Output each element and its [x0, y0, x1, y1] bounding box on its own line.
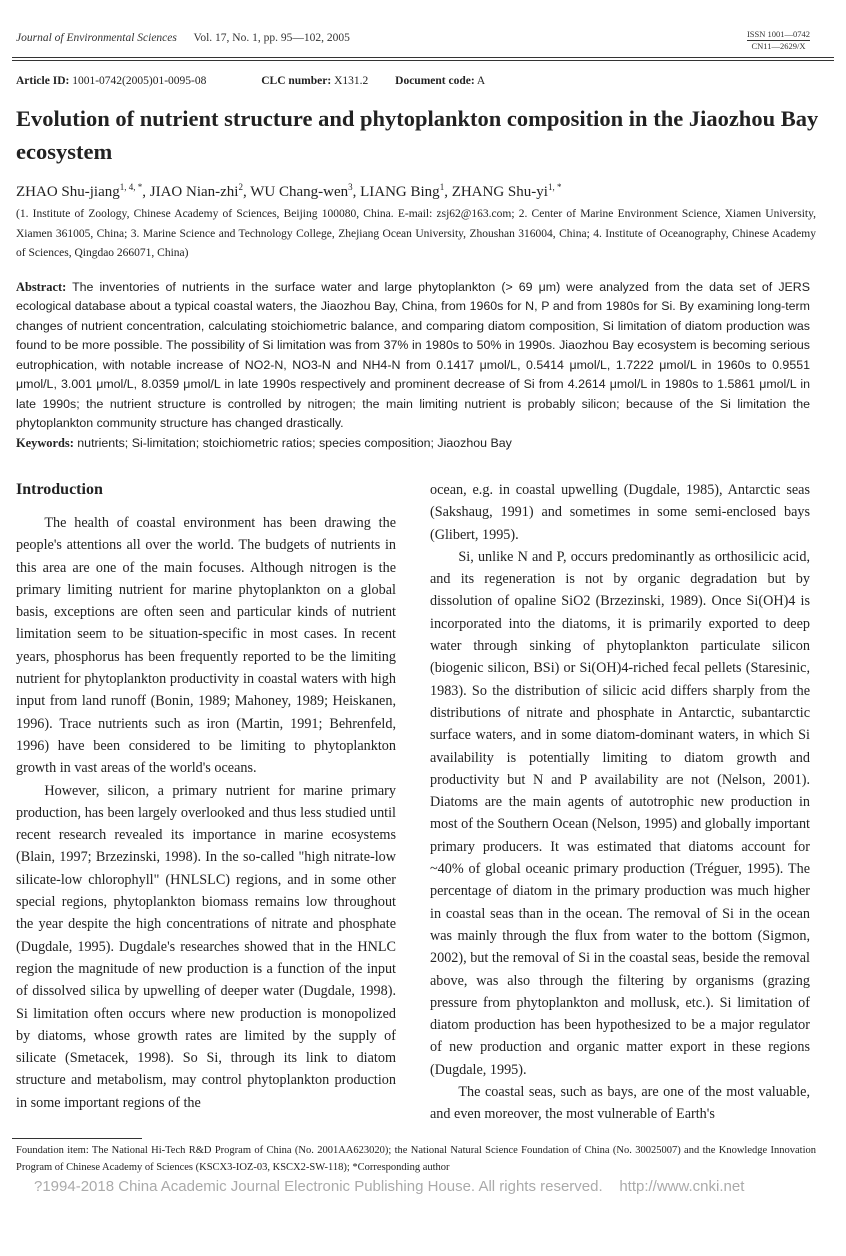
author: JIAO Nian-zhi$^2$	[149, 182, 243, 200]
abstract	[16, 278, 810, 434]
section-heading: Introduction	[16, 481, 103, 498]
issn-block	[747, 29, 810, 52]
author: ZHAO Shu-jiang$^{1, 4, *}$	[16, 182, 143, 200]
author: LIANG Bing$^1$	[360, 182, 445, 200]
keywords	[16, 434, 810, 454]
doc-code-label: Document code:	[395, 75, 475, 87]
paragraph: The coastal seas, such as bays, are one of the most valuable, and even moreover, the most vulnerable of Earth's	[430, 1084, 810, 1123]
cn-number: CN11—2629/X	[747, 40, 810, 52]
doc-code: A	[476, 75, 486, 87]
author-list: ZHAO Shu-jiang$^{1, 4, *}$, JIAO Nian-zhi$^2$, WU Chang-wen$^3$, LIANG Bing$^1$, ZHANG Shu-$yi^{1, *}$	[16, 182, 562, 200]
clc-number: X131.2	[334, 75, 369, 87]
body-columns	[16, 479, 810, 1126]
right-column	[430, 479, 810, 1126]
clc-label: CLC number:	[261, 75, 332, 87]
left-column	[16, 479, 396, 1126]
issn: ISSN 1001—0742	[746, 29, 810, 39]
page-header	[0, 0, 846, 62]
keywords-label: Keywords:	[16, 435, 74, 450]
abstract-label: Abstract:	[16, 279, 67, 294]
footnote-rule	[12, 1138, 142, 1139]
citation: Vol. 17, No. 1, pp. 95—102, 2005	[193, 32, 350, 44]
paragraph: However, silicon, a primary nutrient for marine primary production, has been largely overlooked and thus less studied until recent research revealed its importance in marine ecosystems (Blain, 1997; Brzezinski, 1998). In the so-called "high nitrate-low silicate-low chlorophyll" (HNLSLC) regions, and in some other special regions, phytoplankton biomass remains low throughout the year despite the high concentrations of nitrate and phosphate (Dugdale, 1995). Dugdale's researches showed that in the HNLC region the magnitude of new production is a function of the input of dissolved silica by upwelling of deeper water (Dugdale, 1998). Si limitation often occurs where new production is monopolized by diatoms, whose growth rates are limited by the supply of silicate (Smetacek, 1998). So Si, through its link to diatom structure and metabolism, may control phytoplankton production in some important regions of the	[16, 782, 396, 1111]
running-head	[16, 32, 350, 44]
author: WU Chang-wen$^3$	[250, 182, 353, 200]
affiliations: (1. Institute of Zoology, Chinese Academy of Sciences, Beijing 100080, China. E-mail: zsj62@163.com; 2. Center of Marine Environment Science, Xiamen University, Xiamen 361005, China; 3. Marine Science and Technology College, Zhejiang Ocean University, Zhoushan 316004, China; 4. Institute of Oceanography, Chinese Academy of Sciences, Qingdao 266071, China)	[16, 208, 816, 259]
keywords-text: nutrients; Si-limitation; stoichiometric ratios; species composition; Jiaozhou Bay	[77, 435, 512, 450]
article-id: 1001-0742(2005)01-0095-08	[72, 75, 207, 87]
journal-name: Journal of Environmental Sciences	[16, 32, 177, 44]
copyright-watermark: ?1994-2018 China Academic Journal Electronic Publishing House. All rights reserved. http://www.cnki.net	[34, 1177, 745, 1195]
paragraph: Si, unlike N and P, occurs predominantly as orthosilicic acid, and its regeneration is not by organic degradation but by dissolution of opaline SiO2 (Brzezinski, 1989). Once Si(OH)4 is incorporated into the diatoms, it is primarily exported to deep water through sinking of phytoplankton particulate silicon (biogenic silicon, BSi) or Si(OH)4-riched fecal pellets (Staresinic, 1983). So the distribution of silicic acid differs sharply from the distributions of nitrate and phosphate in Antarctic, subantarctic surface waters, and in some diatom-dominant waters, in which Si availability is potentially limiting to diatom growth and productivity but N and P availability are not (Nelson, 2001). Diatoms are the main agents of autotrophic new production in most of the Southern Ocean (Nelson, 1995) and globally important primary producers. It was estimated that diatoms account for ~40% of global oceanic primary production (Tréguer, 1995). The percentage of diatom in the primary production was much higher in coastal seas than in the ocean. The removal of Si in the ocean was mainly through the flux from water to the bottom (Sigmon, 2002), but the removal of Si in the coastal seas, beside the removal above, was also through the filtering by organisms (grazing pressure from phytoplankton and mollusk, etc.). Si limitation of diatom production has been hypothesized to be a major regulator of new production and organic matter export in these regions (Dugdale, 1995).	[430, 548, 810, 1078]
author: ZHANG Shu-$yi^{1, *}$	[451, 182, 562, 200]
article-id-label: Article ID:	[16, 75, 70, 87]
paragraph: The health of coastal environment has been drawing the people's attentions all over the world. The budgets of nutrients in this area are one of the main focuses. Although nitrogen is the primary limiting nutrient for marine phytoplankton on a global basis, exceptions are often seen and particular kinds of nutrient limitation seem to be situation-specific in most cases. In recent years, phosphorus has been frequently reported to be the limiting nutrient for phytoplankton productivity in coastal waters with high input from land runoff (Bonin, 1989; Mahoney, 1989; Heiskanen, 1996). Trace nutrients such as iron (Martin, 1991; Behrenfeld, 1996) have been considered to be limiting to phytoplankton growth in vast areas of the world's oceans.	[16, 515, 396, 777]
paragraph: ocean, e.g. in coastal upwelling (Dugdale, 1985), Antarctic seas (Sakshaug, 1991) and sometimes in some semi-enclosed bays (Glibert, 1995).	[430, 482, 810, 543]
paper-title: Evolution of nutrient structure and phytoplankton composition in the Jiaozhou Bay ecosystem	[16, 106, 819, 164]
abstract-text: The inventories of nutrients in the surface water and large phytoplankton (> 69 μm) were analyzed from the data set of JERS ecological database about a typical coastal waters, the Jiaozhou Bay, China, from 1960s for N, P and from 1980s for Si. By examining long-term changes of nutrient concentration, calculating stoichiometric balance, and comparing diatom composition, Si limitation of diatom production was found to be more possible. The possibility of Si limitation was from 37% in 1980s to 50% in 1990s. Jiaozhou Bay ecosystem is becoming serious eutrophication, with notable increase of NO2-N, NO3-N and NH4-N from 0.1417 μmol/L, 0.5414 μmol/L, 1.7222 μmol/L in 1960s to 0.9551 μmol/L, 3.001 μmol/L, 8.0359 μmol/L in late 1990s respectively and prominent decrease of Si from 4.2614 μmol/L in 1980s to 1.5861 μmol/L in late 1990s; the nutrient structure is controlled by nitrogen; the main limiting nutrient is probably silicon; because of the Si limitation the phytoplankton community structure has changed drastically.	[16, 279, 810, 430]
article-meta	[16, 73, 846, 89]
header-rule	[12, 60, 834, 61]
header-rule	[12, 57, 834, 58]
footnote: Foundation item: The National Hi-Tech R&D Program of China (No. 2001AA623020); the National Natural Science Foundation of China (No. 30025007) and the Knowledge Innovation Program of Chinese Academy of Sciences (KSCX3-IOZ-03, KSCX2-SW-118); *Corresponding author	[16, 1144, 816, 1173]
